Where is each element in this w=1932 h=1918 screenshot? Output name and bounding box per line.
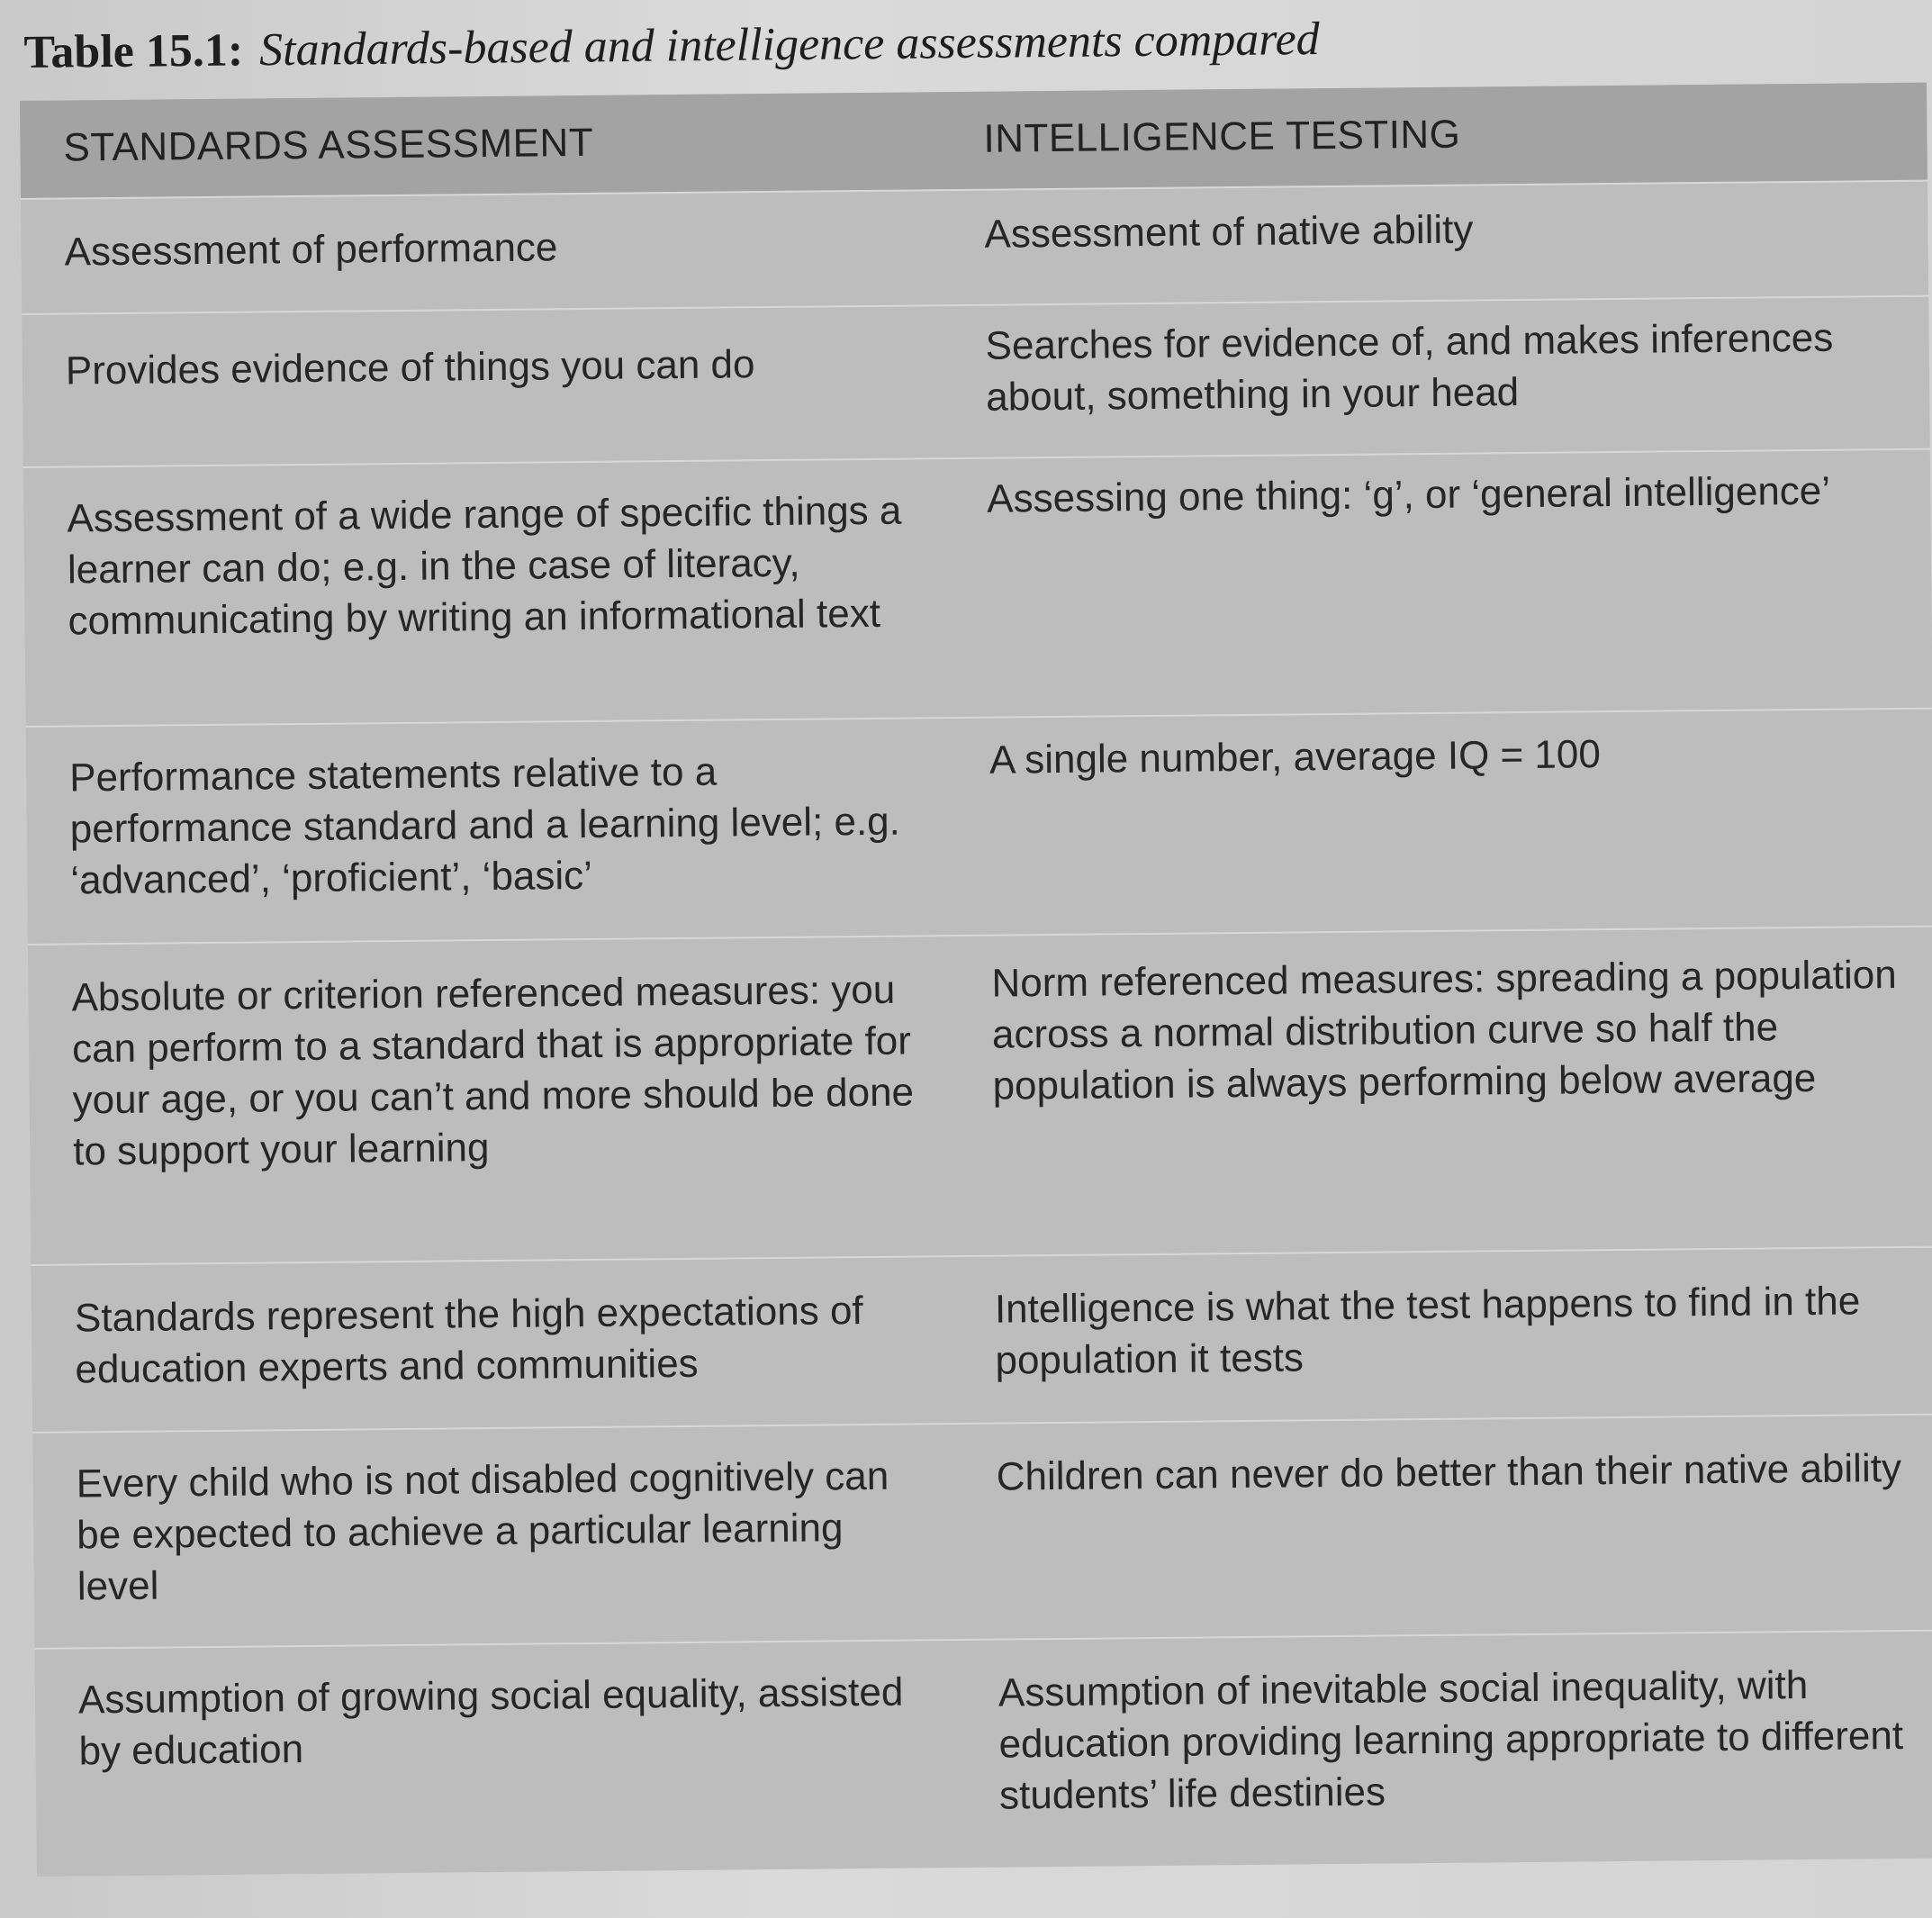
table-row	[32, 1414, 1932, 1650]
table-row	[23, 448, 1932, 728]
table-row	[34, 1630, 1932, 1878]
table-title: Standards-based and intelligence assessments compared	[258, 13, 1320, 77]
intelligence-cell: Assumption of inevitable social inequality, with education providing learning appropriate to different students’ life destinies	[998, 1663, 1904, 1818]
table-number: Table 15.1:	[23, 24, 244, 78]
standards-cell: Absolute or criterion referenced measures: you can perform to a standard that is appropriate for your age, or you can’t and more should be done to support your learning	[71, 967, 915, 1174]
intelligence-cell: Assessing one thing: ‘g’, or ‘general intelligence’	[987, 468, 1831, 521]
standards-cell: Performance statements relative to a performance standard and a learning level; e.g. ‘advanced’, ‘proficient’, ‘basic’	[68, 749, 901, 903]
table-row	[26, 708, 1932, 945]
intelligence-cell: Children can never do better than their native ability	[996, 1446, 1902, 1499]
table-row	[22, 295, 1930, 468]
table-caption	[23, 0, 1906, 94]
table-row	[21, 180, 1928, 315]
table-header-row	[20, 83, 1927, 198]
standards-cell: Assumption of growing social equality, assisted by education	[77, 1669, 904, 1774]
comparison-table	[20, 83, 1932, 1877]
standards-cell: Every child who is not disabled cognitively can be expected to achieve a particular learning level	[76, 1453, 889, 1609]
standards-cell: Assessment of performance	[64, 225, 558, 275]
table-row	[31, 1246, 1932, 1434]
standards-cell: Assessment of a wide range of specific things a learner can do; e.g. in the case of literacy, communicating by writing an informational text	[67, 488, 902, 644]
intelligence-cell: Intelligence is what the test happens to find in the population it tests	[994, 1279, 1861, 1383]
standards-cell: Standards represent the high expectations of education experts and communities	[74, 1289, 863, 1392]
header-standards-assessment: STANDARDS ASSESSMENT	[63, 120, 594, 170]
table-row	[28, 926, 1932, 1266]
intelligence-cell: Norm referenced measures: spreading a population across a normal distribution curve so half the population is always performing below average	[991, 953, 1897, 1108]
intelligence-cell: Assessment of native ability	[984, 207, 1474, 257]
intelligence-cell: A single number, average IQ = 100	[989, 732, 1602, 783]
standards-cell: Provides evidence of things you can do	[65, 342, 755, 394]
intelligence-cell: Searches for evidence of, and makes inferences about, something in your head	[985, 315, 1834, 420]
header-intelligence-testing: INTELLIGENCE TESTING	[983, 112, 1461, 161]
